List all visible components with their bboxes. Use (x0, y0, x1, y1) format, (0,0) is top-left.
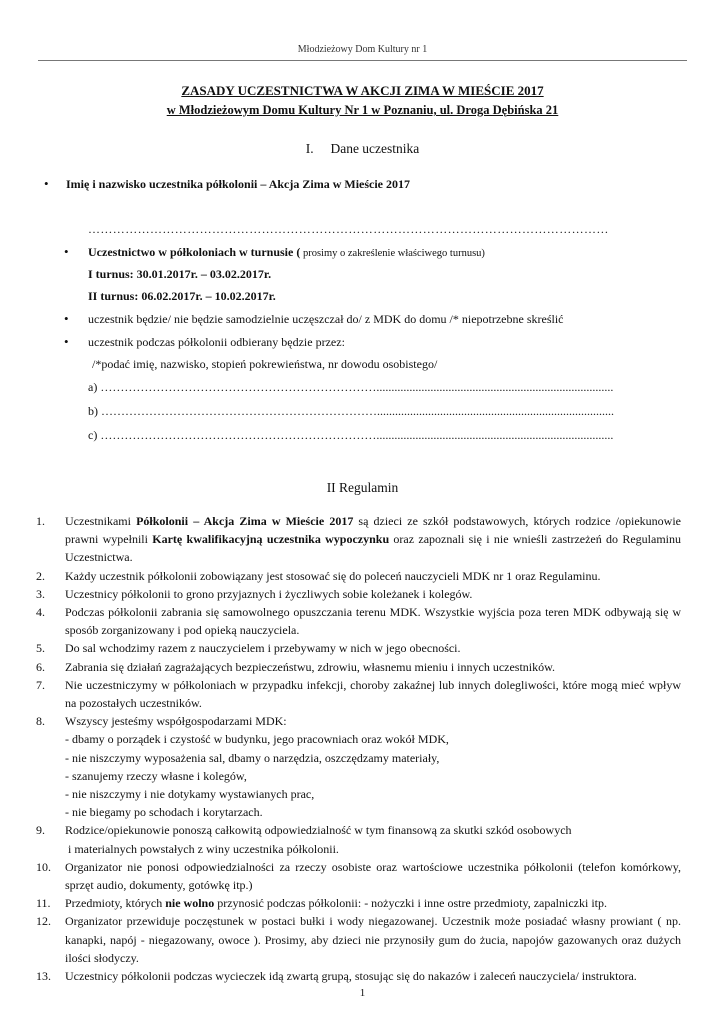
rule-number: 10. (36, 859, 51, 874)
rule-text-bold: nie wolno (165, 896, 215, 911)
rule-text: Organizator nie ponosi odpowiedzialności za rzeczy osobiste oraz wartościowe uczestnika półkolonii (telefon komórkowy, sprzęt audio, dokumenty, gotówkę itp.) (65, 859, 681, 893)
pickup-note: /*podać imię, nazwisko, stopień pokrewieństwa, nr dowodu osobistego/ (92, 357, 438, 371)
pickup-line-b[interactable]: b) ……………………………………………………………............................................................................... (88, 404, 614, 418)
rule-number: 6. (36, 659, 45, 674)
rule-number: 12. (36, 914, 51, 929)
independent-statement: uczestnik będzie/ nie będzie samodzielnie uczęszczał do/ z MDK do domu /* niepotrzebne skreślić (88, 312, 564, 326)
rule-subitem: - szanujemy rzeczy własne i kolegów, (65, 768, 247, 783)
rule-item (36, 858, 681, 894)
rule-number: 2. (36, 568, 45, 583)
rule-subitem: - nie niszczymy i nie dotykamy wystawianych prac, (65, 787, 315, 802)
rule-item (36, 821, 681, 857)
rules-list (36, 512, 681, 985)
pickup-line-a[interactable]: a) ……………………………………………………………............................................................................... (88, 380, 614, 394)
rule-text: Podczas półkolonii zabrania się samowolnego opuszczania terenu MDK. Wszystkie wyjścia poza teren MDK odbywają się w sposób zorganizowany i pod opieką nauczyciela. (65, 605, 681, 638)
rule-number: 7. (36, 677, 45, 692)
rule-number: 9. (36, 823, 45, 838)
bullet-dot: • (64, 244, 69, 259)
rule-text-bold: Kartę kwalifikacyjną uczestnika wypoczynku (152, 532, 390, 547)
rule-text: Nie uczestniczymy w półkoloniach w przypadku infekcji, choroby zakaźnej lub innych dolegliwości, które mogą mieć wpływ na pozostałych uczestników. (65, 677, 681, 711)
pickup-label: uczestnik podczas półkolonii odbierany będzie przez: (88, 335, 345, 349)
rule-subitem: - nie biegamy po schodach i korytarzach. (65, 805, 263, 820)
rule-item (36, 639, 681, 657)
rule-text: Rodzice/opiekunowie ponoszą całkowitą odpowiedzialność w tym finansową za skutki szkód osobowych (65, 823, 572, 838)
document-subtitle: w Młodzieżowym Domu Kultury Nr 1 w Poznaniu, ul. Droga Dębińska 21 (166, 103, 559, 117)
turnus-option-2[interactable]: II turnus: 06.02.2017r. – 10.02.2017r. (88, 289, 276, 303)
turnus-note: prosimy o zakreślenie właściwego turnusu) (300, 248, 485, 259)
name-label: Imię i nazwisko uczestnika półkolonii – Akcja Zima w Mieście 2017 (66, 177, 411, 191)
rule-item (36, 567, 681, 585)
rule-text: Wszyscy jesteśmy współgospodarzami MDK: (65, 714, 287, 729)
rule-text-bold: Półkolonii – Akcja Zima w Mieście 2017 (136, 514, 354, 528)
bullet-dot: • (64, 334, 69, 349)
turnus-label: Uczestnictwo w półkoloniach w turnusie ( prosimy o zakreślenie właściwego turnusu) (88, 245, 485, 259)
rule-text: Uczestnikami (65, 514, 137, 528)
section-2-heading: II Regulamin (326, 480, 399, 495)
rule-number: 13. (36, 969, 51, 984)
rule-text: przynosić podczas półkolonii: - nożyczki i inne ostre przedmioty, zapalniczki itp. (214, 896, 607, 911)
pickup-line-c[interactable]: c) ……………………………………………………………............................................................................... (88, 428, 614, 442)
rule-subitem: - nie niszczymy wyposażenia sal, dbamy o narzędzia, oszczędzamy materiały, (65, 750, 440, 765)
rule-text: są dzieci ze szkół podstawowych, których rodzice /opiekunowie prawni wypełnili (65, 514, 682, 547)
rule-text: Przedmioty, których (65, 896, 166, 911)
rule-item (36, 676, 681, 712)
rule-item (36, 712, 681, 821)
turnus-option-1[interactable]: I turnus: 30.01.2017r. – 03.02.2017r. (88, 267, 272, 281)
bullet-dot: • (44, 176, 49, 191)
page-number: 1 (359, 987, 366, 999)
rule-text: Zabrania się działań zagrażających bezpieczeństwu, zdrowiu, własnemu mieniu i innych uczestników. (65, 659, 556, 674)
rule-number: 8. (36, 714, 45, 729)
rule-text: Do sal wchodzimy razem z nauczycielem i przebywamy w nich w jego obecności. (65, 641, 461, 656)
header-divider (38, 60, 687, 61)
rule-item (36, 912, 681, 967)
rule-text: Uczestnicy półkolonii podczas wycieczek idą zwartą grupą, stosując się do nakazów i zaleceń nauczyciela/ instruktora. (65, 969, 637, 984)
section-1-heading (0, 141, 725, 157)
running-header: Młodzieżowy Dom Kultury nr 1 (297, 44, 428, 55)
rule-subitem: i materialnych powstałych z winy uczestnika półkolonii. (65, 841, 339, 856)
rule-subitem: - dbamy o porządek i czystość w budynku, jego pracowniach oraz wokół MDK, (65, 732, 449, 747)
rule-item (36, 512, 681, 567)
section-1-number: I. (305, 141, 314, 156)
rule-text: Każdy uczestnik półkolonii zobowiązany jest stosować się do poleceń nauczycieli MDK nr 1 oraz Regulaminu. (65, 568, 601, 583)
rule-number: 5. (36, 641, 45, 656)
section-1-title: Dane uczestnika (330, 141, 420, 156)
rule-number: 4. (36, 605, 45, 620)
rule-number: 11. (36, 896, 51, 911)
rule-text: Organizator przewiduje poczęstunek w postaci bułki i wody niegazowanej. Uczestnik może posiadać własny prowiant ( np. kanapki, napój - niegazowany, owoce ). Prosimy, aby dzieci nie przynosiły gum do żucia, napojów gazowanych oraz dużych ilości słodyczy. (65, 914, 681, 965)
rule-text: Uczestnicy półkolonii to grono przyjaznych i życzliwych sobie koleżanek i kolegów. (65, 586, 473, 601)
rule-item (36, 658, 681, 676)
rule-item (36, 894, 681, 912)
rule-item (36, 603, 681, 639)
rule-number: 3. (36, 586, 45, 601)
rule-number: 1. (36, 514, 45, 528)
name-dotted-field[interactable]: ……………………………………………………………………………………………………………… (88, 222, 609, 236)
bullet-dot: • (64, 311, 69, 326)
rule-item (36, 585, 681, 603)
rule-item (36, 967, 681, 985)
document-title: ZASADY UCZESTNICTWA W AKCJI ZIMA W MIEŚCIE 2017 (181, 83, 544, 98)
rule-text: oraz zapoznali się i nie wnieśli zastrzeżeń do Regulaminu Uczestnictwa. (65, 532, 681, 565)
